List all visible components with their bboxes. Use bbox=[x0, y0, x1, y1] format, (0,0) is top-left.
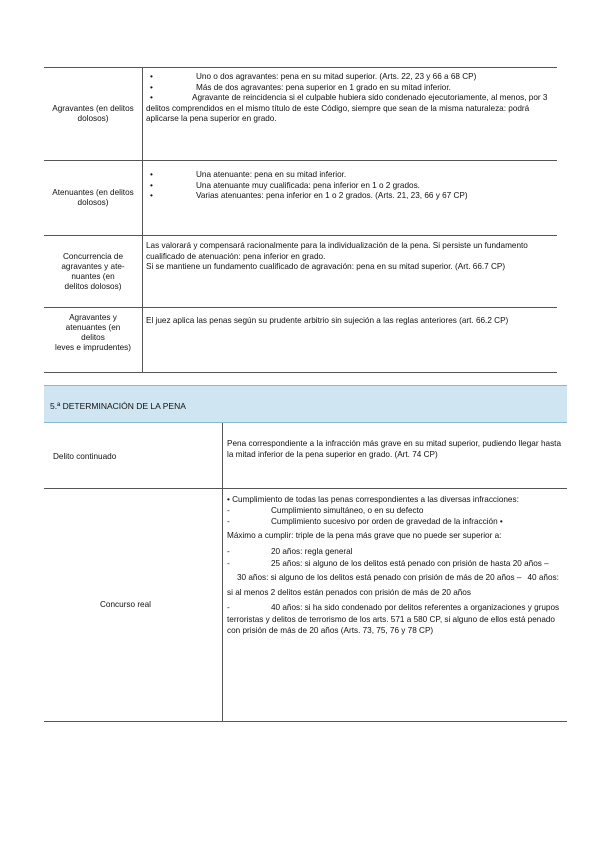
table1-bottom-rule bbox=[44, 372, 557, 373]
table1-row-divider bbox=[44, 160, 557, 161]
bullet-icon: • bbox=[150, 180, 153, 190]
row-content-delito-continuado: Pena correspondiente a la infracción más grave en su mitad superior, pudiendo llegar hasta la mitad inferior de la pena superior en grado. (Art. 74 CP) bbox=[227, 439, 561, 459]
row-content-leves-imprudentes: El juez aplica las penas según su prudente arbitrio sin sujeción a las reglas anteriores (art. 66.2 CP) bbox=[146, 316, 509, 325]
table1-column-divider bbox=[142, 67, 143, 373]
table1-row-divider bbox=[44, 235, 557, 236]
list-item: • Una atenuante: pena en su mitad inferior. bbox=[146, 170, 551, 181]
row-content-agravantes bbox=[146, 72, 551, 125]
row-label-concurrencia: Concurrencia de agravantes y ate- nuantes (en delitos dolosos) bbox=[61, 252, 125, 291]
list-item: - 25 años: si alguno de los delitos está penado con prisión de hasta 20 años –30 años: si alguno de los delitos está penado con prisión de más de 20 años – 40 años: si al menos 2 delitos están penados con prisión de más de 20 años bbox=[227, 558, 559, 597]
dash-icon: - bbox=[227, 558, 230, 568]
row-label-atenuantes: Atenuantes (en delitos dolosos) bbox=[52, 188, 134, 207]
dash-icon: - bbox=[227, 506, 230, 516]
table1-row-divider bbox=[44, 307, 557, 308]
row-label-delito-continuado: Delito continuado bbox=[53, 452, 117, 461]
section-title: 5.ª DETERMINACIÓN DE LA PENA bbox=[50, 401, 186, 411]
bullet-icon: • bbox=[150, 191, 153, 201]
bullet-icon: • bbox=[150, 170, 153, 179]
bullet-icon: • bbox=[150, 93, 153, 103]
list-item: • Varias atenuantes: pena inferior en 1 o 2 grados. (Arts. 21, 23, 66 y 67 CP) bbox=[146, 191, 551, 202]
bullet-icon: • bbox=[150, 82, 153, 92]
row-label-leves-imprudentes: Agravantes y atenuantes (en delitos leves e imprudentes) bbox=[55, 313, 131, 352]
row-label-concurso-real: Concurso real bbox=[100, 600, 151, 609]
dash-icon: - bbox=[227, 517, 230, 527]
list-item: - 20 años: regla general bbox=[227, 546, 353, 556]
dash-icon: - bbox=[227, 603, 230, 613]
list-item: • Uno o dos agravantes: pena en su mitad superior. (Arts. 22, 23 y 66 a 68 CP) bbox=[146, 72, 551, 83]
section-header bbox=[44, 385, 567, 423]
list-item: - Cumplimiento sucesivo por orden de gravedad de la infracción • bbox=[227, 517, 503, 527]
list-item: - 40 años: si ha sido condenado por delitos referentes a organizaciones y grupos terroristas y delitos de terrorismo de los arts. 571 a 580 CP, si alguno de ellos está penado con prisión de más de 20 años (Arts. 73, 75, 76 y 78 CP) bbox=[227, 603, 560, 635]
row-content-atenuantes bbox=[146, 170, 551, 202]
list-item: • Una atenuante muy cualificada: pena inferior en 1 o 2 grados. bbox=[146, 181, 551, 192]
row-content-concurrencia: Las valorará y compensará racionalmente para la individualización de la pena. Si persiste un fundamento cualificado de atenuación: pena inferior en grado. Si se mantiene un fundamento cualificado de agravación: pena en su mitad superior. (Art. 66.7 CP) bbox=[146, 241, 528, 272]
list-item: - Cumplimiento simultáneo, o en su defecto bbox=[227, 506, 424, 516]
section-row-divider bbox=[44, 488, 567, 489]
row-label-agravantes: Agravantes (en delitos dolosos) bbox=[52, 104, 134, 123]
bullet-icon: • bbox=[150, 72, 153, 81]
section-bottom-rule bbox=[44, 721, 567, 722]
row-content-concurso-real: • Cumplimiento de todas las penas correspondientes a las diversas infracciones: - Cumplimiento simultáneo, o en su defecto - Cumplimiento sucesivo por orden de gravedad de la infracción • Máximo a cumplir: triple de la pena más grave que no puede ser superior a: - 20 años: regla general - 25 años: si alguno de los delitos está penado con prisión de hasta 20 años –30 años: si alguno de los delitos está penado con prisión de más de 20 años – 40 años: si al menos 2 delitos están penados con prisión de más de 20 años - 40 años: si ha sido condenado por delitos referentes a organizaciones y grupos terroristas y delitos de terrorismo de los arts. 571 a 580 CP, si alguno de ellos está penado con prisión de más de 20 años (Arts. 73, 75, 76 y 78 CP) bbox=[227, 495, 560, 635]
table1-top-rule bbox=[44, 67, 557, 68]
list-item: • Agravante de reincidencia si el culpable hubiera sido condenado ejecutoriamente, al menos, por 3 delitos comprendidos en el mismo título de este Código, siempre que sean de la misma naturaleza: podrá aplicarse la pena superior en grado. bbox=[146, 93, 548, 124]
section-column-divider bbox=[222, 423, 223, 721]
dash-icon: - bbox=[227, 546, 230, 556]
list-item: • Más de dos agravantes: pena superior en 1 grado en su mitad inferior. bbox=[146, 83, 551, 94]
